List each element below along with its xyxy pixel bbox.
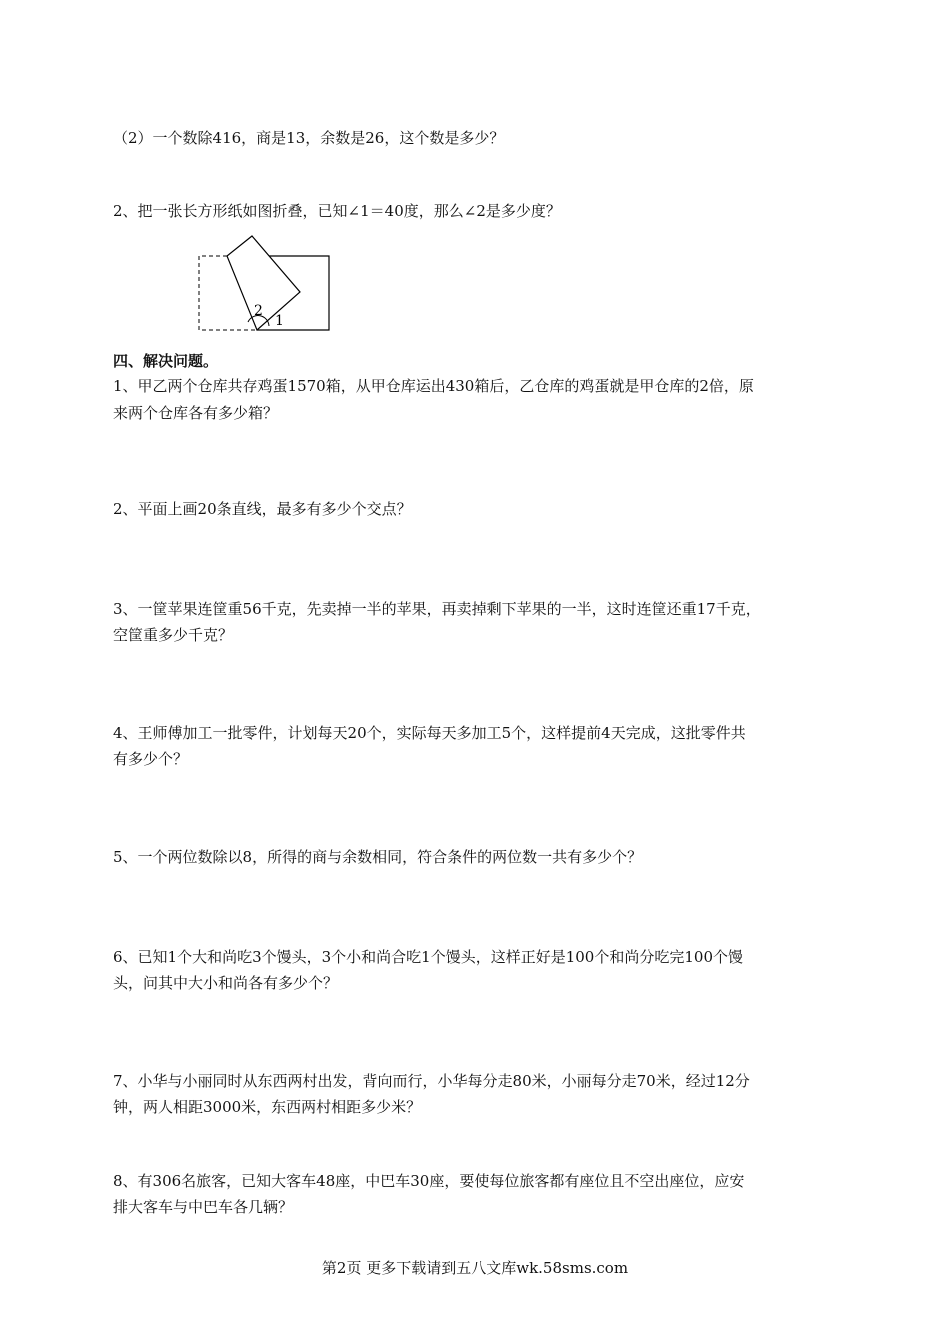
q1-line2: 来两个仓库各有多少箱？ — [113, 404, 279, 422]
q3-line2: 空筐重多少千克？ — [113, 626, 234, 644]
question-2-sub: （2）一个数除416，商是13，余数是26，这个数是多少？ — [113, 129, 505, 147]
folded-flap — [227, 236, 300, 330]
q1-line1: 1、甲乙两个仓库共存鸡蛋1570箱，从甲仓库运出430箱后，乙仓库的鸡蛋就是甲仓库的2倍，原 — [113, 377, 754, 395]
folded-paper-figure — [196, 232, 336, 336]
angle-2-label: 2 — [254, 303, 263, 319]
q2-line1: 2、平面上画20条直线，最多有多少个交点？ — [113, 500, 412, 518]
q6-line2: 头，问其中大小和尚各有多少个？ — [113, 974, 339, 992]
q3-line1: 3、一筐苹果连筐重56千克，先卖掉一半的苹果，再卖掉剩下苹果的一半，这时连筐还重17千克， — [113, 600, 761, 618]
q6-line1: 6、已知1个大和尚吃3个馒头，3个小和尚合吃1个馒头，这样正好是100个和尚分吃完100个馒 — [113, 948, 743, 966]
q8-line1: 8、有306名旅客，已知大客车48座，中巴车30座，要使每位旅客都有座位且不空出座位，应安 — [113, 1172, 745, 1190]
q7-line2: 钟，两人相距3000米，东西两村相距多少米？ — [113, 1098, 422, 1116]
q4-line1: 4、王师傅加工一批零件，计划每天20个，实际每天多加工5个，这样提前4天完成，这批零件共 — [113, 724, 746, 742]
question-fold: 2、把一张长方形纸如图折叠，已知∠1＝40度，那么∠2是多少度？ — [113, 202, 561, 220]
angle-1-label: 1 — [275, 313, 284, 329]
page-footer: 第2页 更多下载请到五八文库wk.58sms.com — [321, 1259, 629, 1277]
section-heading: 四、解决问题。 — [113, 352, 219, 370]
q7-line1: 7、小华与小丽同时从东西两村出发，背向而行，小华每分走80米，小丽每分走70米，经过12分 — [113, 1072, 750, 1090]
q5-line1: 5、一个两位数除以8，所得的商与余数相同，符合条件的两位数一共有多少个？ — [113, 848, 643, 866]
q8-line2: 排大客车与中巴车各几辆？ — [113, 1198, 294, 1216]
q4-line2: 有多少个？ — [113, 750, 189, 768]
